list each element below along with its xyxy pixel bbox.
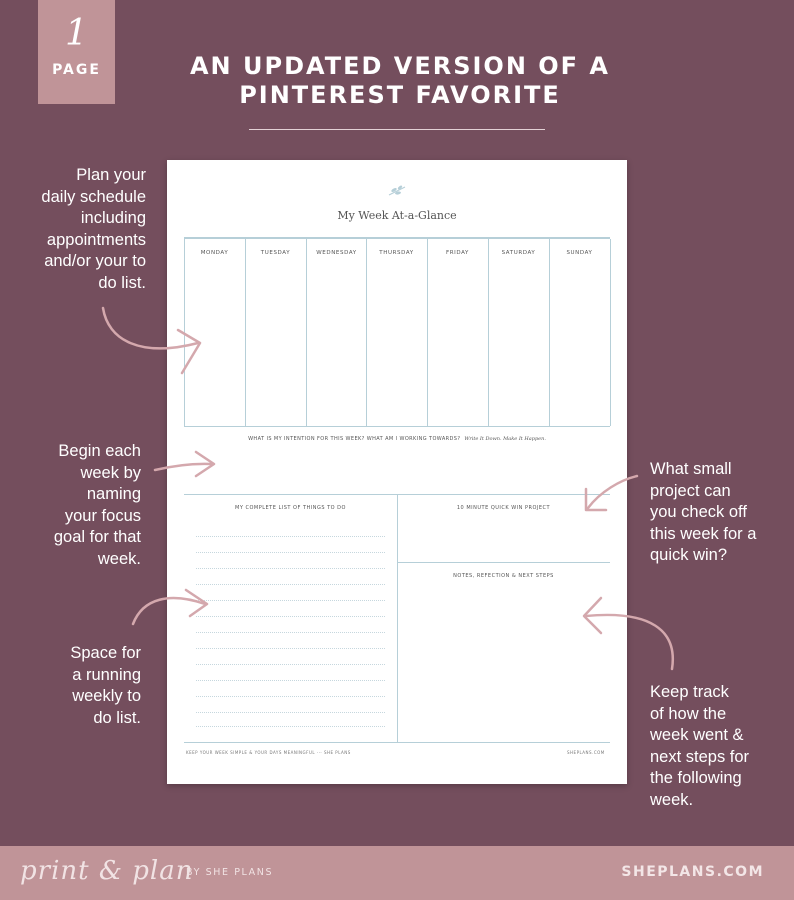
- brand-byline: BY SHE PLANS: [186, 867, 274, 878]
- day-tuesday: TUESDAY: [260, 250, 291, 256]
- brand-logo: print & plan: [20, 856, 194, 886]
- day-saturday: SATURDAY: [501, 250, 536, 256]
- day-sunday: SUNDAY: [566, 250, 593, 256]
- note-line: your focus: [64, 506, 141, 525]
- arrow-keep-track-icon: [584, 598, 673, 669]
- notes-label: NOTES, REFECTION & NEXT STEPS: [453, 573, 554, 579]
- arrow-plan-schedule-icon: [103, 308, 200, 373]
- quick-win-label: 10 MINUTE QUICK WIN PROJECT: [456, 505, 551, 511]
- day-wednesday: WEDNESDAY: [316, 250, 357, 256]
- badge-label: PAGE: [52, 62, 101, 78]
- note-line: project can: [650, 481, 731, 500]
- note-line: What small: [650, 460, 732, 478]
- headline-line-2: PINTEREST FAVORITE: [239, 81, 561, 109]
- arrow-focus-goal-icon: [155, 452, 214, 476]
- note-line: next steps for: [650, 747, 750, 766]
- note-line: quick win?: [650, 546, 728, 564]
- note-line: the following: [650, 769, 742, 787]
- note-line: daily schedule: [41, 187, 146, 206]
- note-line: week.: [650, 790, 694, 809]
- note-line: naming: [86, 485, 141, 503]
- note-line: including: [80, 209, 146, 227]
- sheet-title: My Week At-a-Glance: [337, 209, 457, 222]
- note-line: goal for that: [53, 528, 141, 546]
- brand-url[interactable]: SHEPLANS.COM: [621, 864, 764, 880]
- intention-label: WHAT IS MY INTENTION FOR THIS WEEK? WHAT AM I WORKING TOWARDS?: [248, 436, 461, 442]
- day-thursday: THURSDAY: [379, 250, 414, 256]
- arrow-quick-win-icon: [586, 476, 637, 510]
- note-line: you check off: [650, 503, 747, 521]
- note-line: appointments: [46, 230, 146, 249]
- note-line: Plan your: [76, 166, 146, 184]
- note-line: do list.: [93, 708, 141, 727]
- note-line: do list.: [98, 273, 146, 292]
- note-line: Space for: [70, 644, 141, 662]
- note-line: this week for a: [650, 524, 757, 543]
- sheet-footer-url: SHEPLANS.COM: [567, 750, 605, 755]
- note-line: week.: [97, 549, 141, 568]
- note-line: and/or your to: [44, 252, 146, 270]
- badge-number: 1: [65, 13, 88, 54]
- intention-script: Write It Down. Make It Happen.: [464, 436, 546, 442]
- arrow-running-list-icon: [133, 590, 207, 624]
- note-line: week by: [80, 463, 141, 482]
- headline-line-1: AN UPDATED VERSION OF A: [189, 52, 610, 80]
- brand-footer: [0, 846, 794, 900]
- note-line: Keep track: [650, 683, 729, 701]
- note-line: a running: [72, 665, 141, 684]
- todo-label: MY COMPLETE LIST OF THINGS TO DO: [235, 505, 346, 511]
- note-line: Begin each: [58, 442, 141, 460]
- day-monday: MONDAY: [200, 250, 229, 256]
- note-line: week went &: [650, 726, 744, 744]
- note-line: weekly to: [72, 687, 141, 705]
- sheet-footer-tagline: KEEP YOUR WEEK SIMPLE & YOUR DAYS MEANINGFUL ··· SHE PLANS: [186, 750, 351, 755]
- note-line: of how the: [650, 704, 727, 723]
- day-friday: FRIDAY: [445, 250, 470, 256]
